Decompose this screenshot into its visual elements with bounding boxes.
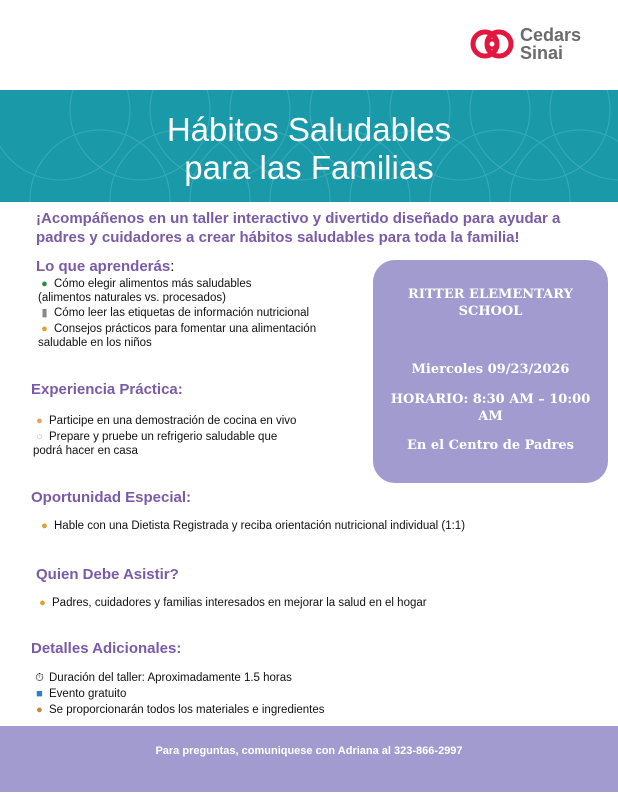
learn-item-3: ● Consejos prácticos para fomentar una alimentación (38, 322, 316, 336)
experience-item-1: ● Participe en una demostración de cocina en vivo (33, 414, 296, 428)
broccoli-icon: ● (41, 278, 48, 290)
contact-footer (0, 726, 618, 792)
bowl-icon: ● (36, 704, 43, 716)
experience-item-2: ○ Prepare y pruebe un refrigerio saludable que (33, 430, 277, 444)
learn-item-3-cont: saludable en los niños (38, 337, 152, 349)
experience-heading: Experiencia Práctica: (31, 381, 183, 398)
learn-item-2: ▮ Cómo leer las etiquetas de información nutricional (38, 306, 309, 320)
school-name-line-2: SCHOOL (458, 304, 523, 319)
dietitian-icon: ● (41, 520, 48, 532)
learn-item-1-cont: (alimentos naturales vs. procesados) (38, 292, 226, 304)
family-icon: ● (41, 323, 48, 335)
logo-mark-icon (470, 26, 516, 62)
page-title-line-1: Hábitos Saludables (166, 111, 452, 148)
details-heading: Detalles Adicionales: (31, 640, 182, 657)
event-time-line-2: AM (478, 409, 503, 424)
plate-icon: ○ (36, 431, 43, 443)
event-date: Miercoles 09/23/2026 (411, 362, 570, 377)
cedars-sinai-logo (470, 24, 600, 64)
page-title-line-2: para las Familias (184, 149, 434, 186)
details-item-3: ● Se proporcionarán todos los materiales e ingredientes (33, 703, 325, 717)
document-icon: ▮ (41, 307, 48, 319)
who-heading: Quien Debe Asistir? (36, 566, 179, 583)
opportunity-item: ● Hable con una Dietista Registrada y reciba orientación nutricional individual (1:1) (38, 519, 465, 533)
event-time-line-1: HORARIO: 8:30 AM – 10:00 (390, 392, 591, 407)
learn-heading: Lo que aprenderás: (36, 258, 175, 275)
contact-text: Para preguntas, comuniquese con Adriana al 323-866-2997 (155, 745, 463, 757)
opportunity-heading: Oportunidad Especial: (31, 489, 192, 506)
event-location: En el Centro de Padres (406, 438, 574, 453)
title-banner (0, 90, 618, 202)
details-item-1: ⏱ Duración del taller: Aproximadamente 1.5 horas (33, 671, 292, 685)
learn-item-1: ● Cómo elegir alimentos más saludables (38, 277, 252, 291)
stopwatch-icon: ⏱ (35, 672, 44, 684)
school-name-line-1: RITTER ELEMENTARY (408, 287, 573, 302)
logo-wordmark: Cedars Sinai (520, 25, 582, 63)
chef-icon: ● (36, 415, 43, 427)
details-item-2: ■ Evento gratuito (33, 687, 126, 701)
event-info-card (373, 260, 608, 483)
free-icon: ■ (36, 688, 43, 700)
intro-text: ¡Acompáñenos en un taller interactivo y divertido diseñado para ayudar a padres y cuidadores a crear hábitos saludables para toda la familia! (36, 210, 561, 246)
who-item: ● Padres, cuidadores y familias interesados en mejorar la salud en el hogar (36, 596, 427, 610)
family-icon: ● (39, 597, 46, 609)
experience-item-2-cont: podrá hacer en casa (33, 445, 138, 457)
